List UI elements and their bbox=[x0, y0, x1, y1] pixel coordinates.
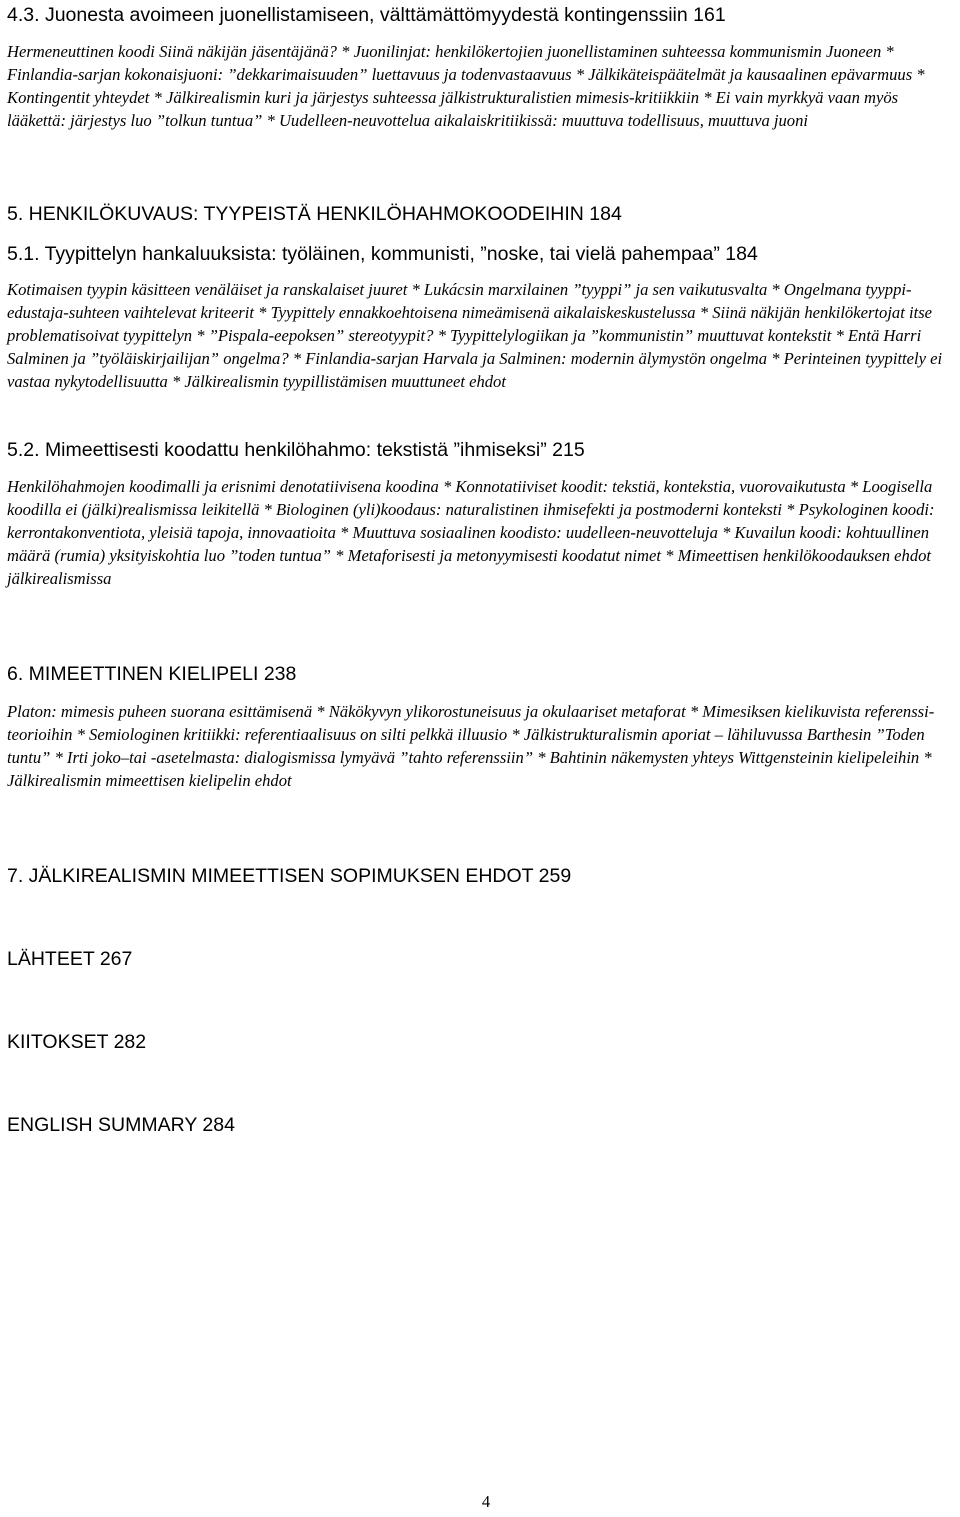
toc-heading-5: 5. HENKILÖKUVAUS: TYYPEISTÄ HENKILÖHAHMOKOODEIHIN 184 bbox=[7, 203, 622, 225]
toc-body-5-1: Kotimaisen tyypin käsitteen venäläiset ja ranskalaiset juuret * Lukácsin marxilainen ”tyyppi” ja sen vaikutusvalta * Ongelmana tyyppi-edustaja-suhteen vaihtelevat kriteerit * Tyypittely ennakkoehtoisena nimeämisenä aikalaiskeskustelussa * Siinä näkijän henkilökertojat itse problematisoivat tyypittelyn * ”Pispala-eepoksen” stereotyypit? * Tyypittelylogiikan ja ”kommunistin” muuttuvat kontekstit * Entä Harri Salminen ja ”työläiskirjailijan” ongelma? * Finlandia-sarjan Harvala ja Salminen: modernin älymystön ongelma * Perinteinen tyypittely ei vastaa nykytodellisuutta * Jälkirealismin tyypillistämisen muuttuneet ehdot bbox=[7, 280, 943, 391]
toc-heading-5-2: 5.2. Mimeettisesti koodattu henkilöhahmo: tekstistä ”ihmiseksi” 215 bbox=[7, 439, 585, 461]
toc-heading-6: 6. MIMEETTINEN KIELIPELI 238 bbox=[7, 663, 297, 685]
toc-body-6: Platon: mimesis puheen suorana esittämisenä * Näkökyvyn ylikorostuneisuus ja okulaariset metaforat * Mimesiksen kielikuvista referenssi-teorioihin * Semiologinen kritiikki: referentiaalisuus on silti pelkkä illuusio * Jälkistrukturalismin aporiat – lähiluvussa Barthesin ”Toden tuntu” * Irti joko–tai -asetelmasta: dialogismissa lymyävä ”tahto referenssiin” * Bahtinin näkemysten yhteys Wittgensteinin kielipeleihin * Jälkirealismin mimeettisen kielipelin ehdot bbox=[7, 702, 935, 790]
page-number: 4 bbox=[481, 1492, 491, 1511]
toc-heading-5-1: 5.1. Tyypittelyn hankaluuksista: työläinen, kommunisti, ”noske, tai vielä pahempaa” 184 bbox=[7, 243, 758, 265]
toc-heading-lahteet: LÄHTEET 267 bbox=[7, 948, 133, 970]
toc-body-5-2: Henkilöhahmojen koodimalli ja erisnimi denotatiivisena koodina * Konnotatiiviset koodit: tekstiä, kontekstia, vuorovaikutusta * Loogisella koodilla ei (jälki)realismissa leikitellä * Biologinen (yli)koodaus: naturalistinen ihmisefekti ja postmoderni konteksti * Psykologinen koodi: kerrontakonventiota, yleisiä tapoja, innovaatioita * Muuttuva sosiaalinen koodisto: uudelleen-neuvotteluja * Kuvailun koodi: kohtuullinen määrä (rumia) yksityiskohtia luo ”toden tuntua” * Metaforisesti ja metonyymisesti koodatut nimet * Mimeettisen henkilökoodauksen ehdot jälkirealismissa bbox=[7, 477, 935, 588]
toc-heading-english-summary: ENGLISH SUMMARY 284 bbox=[7, 1114, 235, 1136]
toc-heading-kiitokset: KIITOKSET 282 bbox=[7, 1031, 147, 1053]
toc-body-4-3: Hermeneuttinen koodi Siinä näkijän jäsentäjänä? * Juonilinjat: henkilökertojien juonellistaminen suhteessa kommunismin Juoneen * Finlandia-sarjan kokonaisjuoni: ”dekkarimaisuuden” luettavuus ja todenvastaavuus * Jälkikäteispäätelmät ja kausaalinen epävarmuus * Kontingentit yhteydet * Jälkirealismin kuri ja järjestys suhteessa jälkistrukturalistien mimesis-kritiikkiin * Ei vain myrkkyä vaan myös lääkettä: järjestys luo ”tolkun tuntua” * Uudelleen-neuvottelua aikalaiskritiikissä: muuttuva todellisuus, muuttuva juoni bbox=[7, 42, 925, 130]
toc-heading-7: 7. JÄLKIREALISMIN MIMEETTISEN SOPIMUKSEN EHDOT 259 bbox=[7, 865, 572, 887]
toc-heading-4-3: 4.3. Juonesta avoimeen juonellistamiseen, välttämättömyydestä kontingenssiin 161 bbox=[7, 4, 726, 26]
